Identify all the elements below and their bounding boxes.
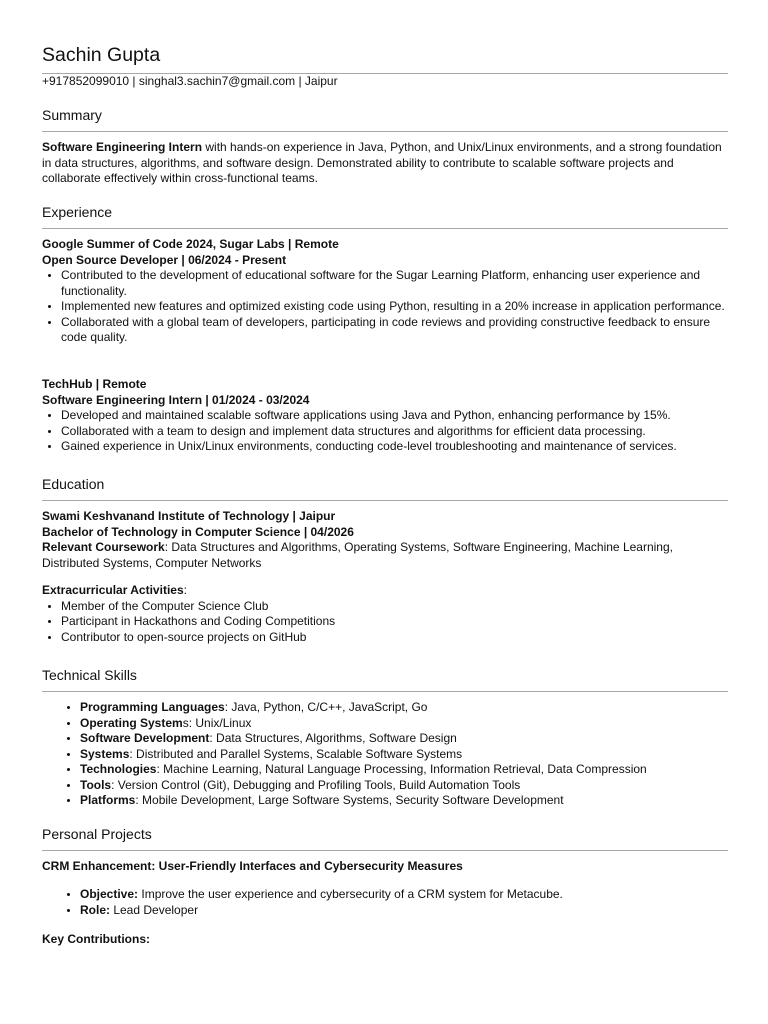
job-bullets [42,268,728,346]
education-entry [42,509,728,571]
skill-item [80,793,728,809]
skill-item [80,731,728,747]
education-heading: Education [42,476,105,492]
project-detail-label: Objective: [80,887,139,901]
project-detail-text: Lead Developer [110,902,199,917]
key-contributions-label: Key Contributions: [42,932,150,946]
activity-item: • Member of the Computer Science Club [61,599,728,615]
skill-text: : Mobile Development, Large Software Systems, Security Software Development [135,793,564,807]
skills-heading: Technical Skills [42,667,137,683]
skills-list [42,700,728,809]
candidate-name: Sachin Gupta [42,44,161,66]
job-bullet: • Developed and maintained scalable software applications using Java and Python, enhancing performance by 15%. [61,408,728,424]
skill-text: : Java, Python, C/C++, JavaScript, Go [224,700,428,714]
job-bullet: • Collaborated with a global team of developers, participating in code reviews and providing constructive feedback to ensure code quality. [61,315,728,346]
job-entry [42,237,728,346]
skill-text: : Distributed and Parallel Systems, Scalable Software Systems [129,746,463,761]
skill-item [80,716,728,732]
activity-list [42,599,728,646]
skill-text: : Data Structures, Algorithms, Software Design [209,731,457,745]
summary-divider [42,131,728,132]
activity-item: • Participant in Hackathons and Coding Competitions [61,614,728,630]
skill-item [80,747,728,763]
job-role: Open Source Developer | 06/2024 - Present [42,252,287,267]
projects-heading: Personal Projects [42,826,152,842]
extracurricular-label: Extracurricular Activities [42,583,184,597]
experience-heading: Experience [42,204,113,220]
summary-text [42,140,728,187]
skills-divider [42,691,728,692]
extracurricular-colon: : [183,583,187,597]
degree: Bachelor of Technology in Computer Science | 04/2026 [42,524,354,539]
skill-item [80,762,728,778]
skill-label: Platforms [80,793,136,807]
summary-body: with hands-on experience in Java, Python, and Unix/Linux environments, and a strong foundation in data structures, algorithms, and software design. Demonstrated ability to contribute to scalable software projects and collaborate effectively within cross-functional teams. [42,140,722,185]
contact-line: +917852099010 | singhal3.sachin7@gmail.com | Jaipur [42,74,338,88]
project-title: CRM Enhancement: User-Friendly Interfaces and Cybersecurity Measures [42,859,463,873]
activity-item: • Contributor to open-source projects on GitHub [61,630,728,646]
summary-heading: Summary [42,107,102,123]
skill-text: : Machine Learning, Natural Language Processing, Information Retrieval, Data Compression [156,762,647,776]
project-details [42,887,728,918]
job-org: TechHub | Remote [42,377,147,391]
job-bullets [42,408,728,455]
skill-item [80,700,728,716]
project-detail-text: Improve the user experience and cybersecurity of a CRM system for Metacube. [138,887,563,901]
job-bullet: • Collaborated with a team to design and implement data structures and algorithms for efficient data processing. [61,424,728,440]
skill-text: : Version Control (Git), Debugging and Profiling Tools, Build Automation Tools [111,777,521,792]
education-divider [42,500,728,501]
skill-label: Technologies [80,762,157,776]
school-name: Swami Keshvanand Institute of Technology | Jaipur [42,509,336,523]
summary-lead: Software Engineering Intern [42,140,203,154]
skill-label: Operating System [80,715,183,730]
job-role: Software Engineering Intern | 01/2024 - 03/2024 [42,392,310,407]
job-bullet: • Contributed to the development of educational software for the Sugar Learning Platform, enhancing user experience and functionality. [61,268,728,299]
skill-label: Tools [80,777,112,792]
project-detail [80,903,728,919]
skill-item [80,778,728,794]
coursework-list: : Data Structures and Algorithms, Operating Systems, Software Engineering, Machine Learning, Distributed Systems, Computer Networks [42,540,673,570]
job-bullet: • Gained experience in Unix/Linux environments, conducting code-level troubleshooting and maintenance of services. [61,439,728,455]
job-entry [42,377,728,455]
skill-text: s: Unix/Linux [182,715,252,730]
project-detail-label: Role: [80,902,110,917]
skill-label: Programming Languages [80,700,225,714]
skill-label: Systems [80,746,130,761]
extracurricular-heading [42,583,728,599]
project-detail [80,887,728,903]
coursework-label: Relevant Coursework [42,540,165,554]
job-bullet: • Implemented new features and optimized existing code using Python, resulting in a 20% increase in application performance. [61,299,728,315]
job-org: Google Summer of Code 2024, Sugar Labs | Remote [42,237,339,251]
experience-divider [42,228,728,229]
projects-divider [42,850,728,851]
coursework [42,540,728,571]
skill-label: Software Development [80,731,210,745]
extracurricular [42,583,728,645]
